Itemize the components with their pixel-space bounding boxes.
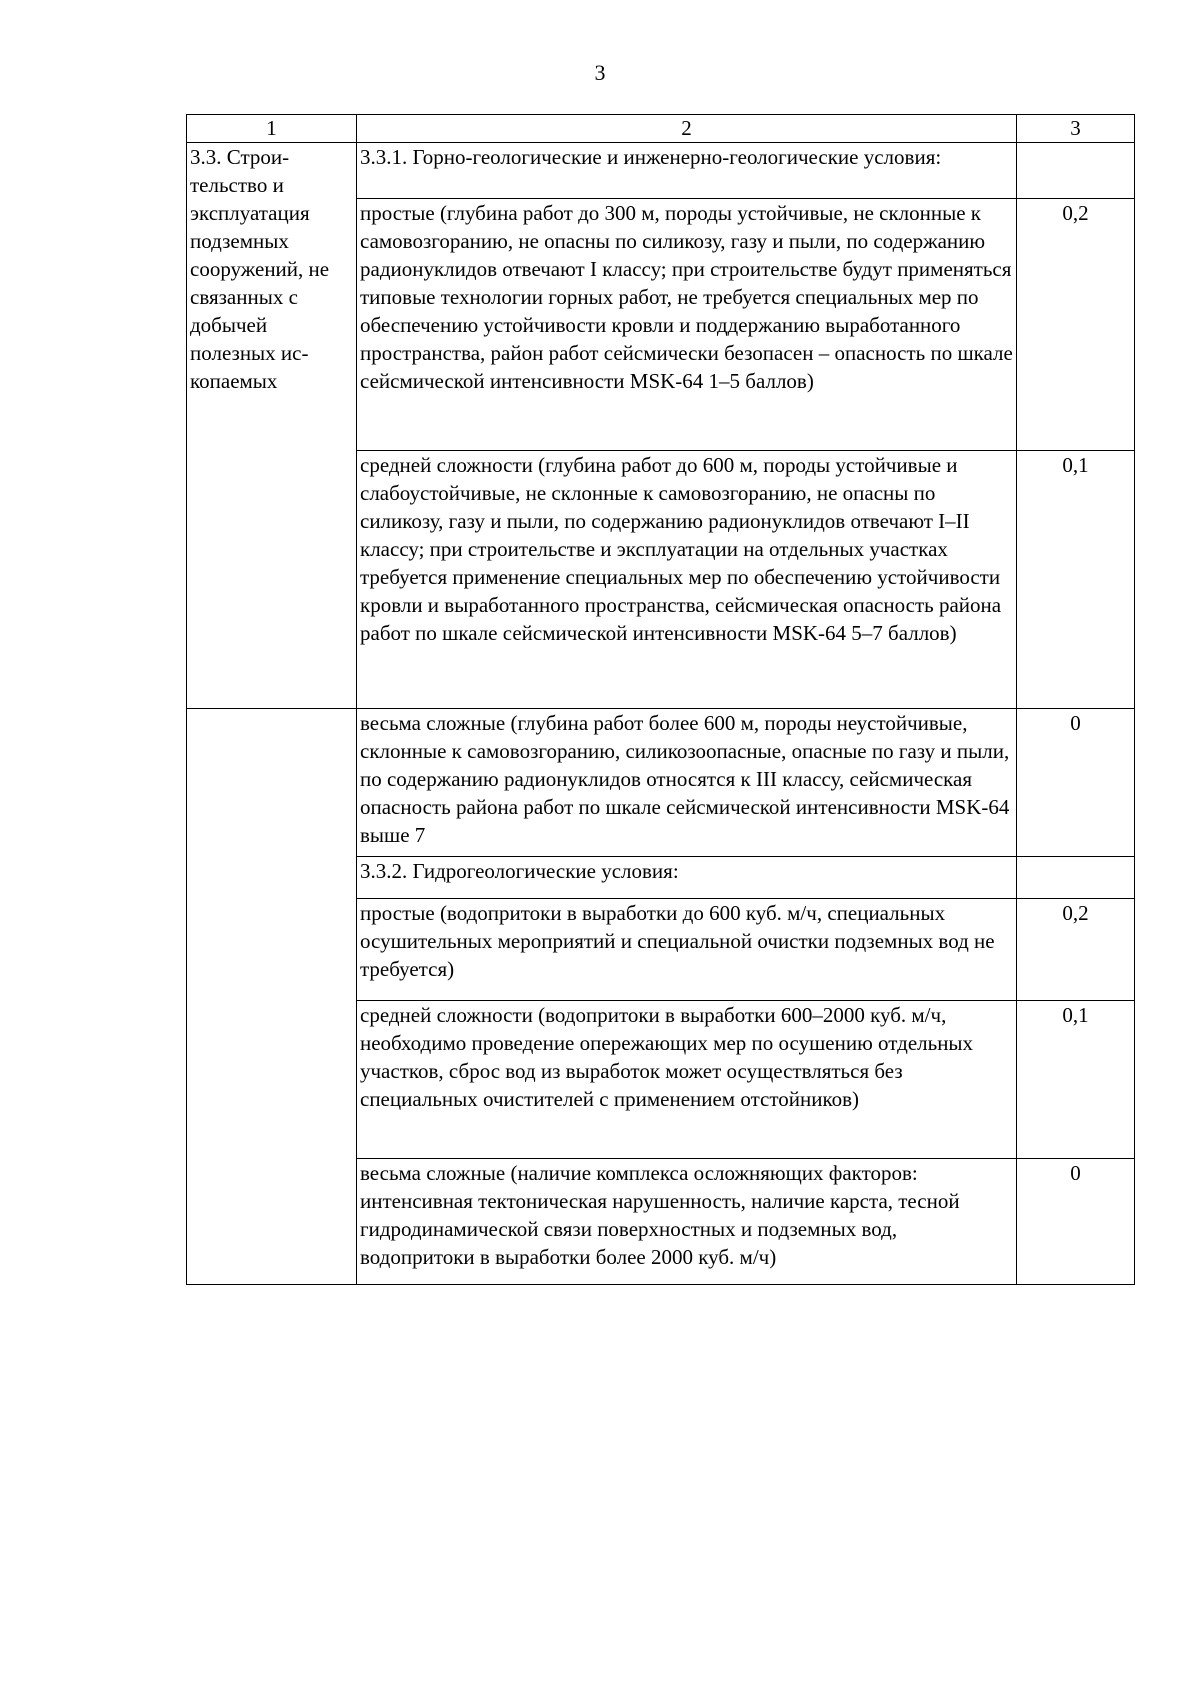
row-value: 0,1: [1017, 451, 1135, 709]
section-label-cell: [187, 143, 357, 709]
row-text: весьма сложные (наличие комплекса осложняющих факторов: интенсивная тектоническая нарушенность, наличие карста, тесной гидродинамической связи поверхностных и подземных вод, водопритоки в выработки более 2000 куб. м/ч): [357, 1159, 1017, 1285]
row-text: простые (глубина работ до 300 м, породы устойчивые, не склонные к самовозгоранию, не опасны по силикозу, газу и пыли, по содержанию радионуклидов отвечают I классу; при строительстве будут применяться типовые технологии горных работ, не требуется специальных мер по обеспечению устойчивости кровли и поддержанию выработанного пространства, район работ сейсмически безопасен – опасность по шкале сейсмической интенсивности MSK-64 1–5 баллов): [357, 199, 1017, 451]
table-row: [187, 143, 1135, 199]
row-text: средней сложности (глубина работ до 600 м, породы устойчивые и слабоустойчивые, не склонные к самовозгоранию, не опасны по силикозу, газу и пыли, по содержанию радионуклидов отвечают I–II классу; при строительстве и эксплуатации на отдельных участках требуется применение специальных мер по обеспечению устойчивости кровли и выработанного пространства, сейсмическая опасность района работ по шкале сейсмической интенсивности MSK-64 5–7 баллов): [357, 451, 1017, 709]
column-header: 2: [357, 115, 1017, 143]
column-header: 3: [1017, 115, 1135, 143]
column-header: 1: [187, 115, 357, 143]
criteria-table: [186, 114, 1135, 1285]
table-header-row: [187, 115, 1135, 143]
row-text: весьма сложные (глубина работ более 600 м, породы неустойчивые, склонные к самовозгоранию, силикозоопасные, опасные по газу и пыли, по содержанию радионуклидов относятся к III классу, сейсмическая опасность района работ по шкале сейсмической интенсивности MSK-64 выше 7: [357, 709, 1017, 857]
row-value: 0: [1017, 1159, 1135, 1285]
row-value: [1017, 143, 1135, 199]
row-value: 0: [1017, 709, 1135, 857]
row-text: 3.3.2. Гидрогеологические условия:: [357, 857, 1017, 899]
row-text: средней сложности (водопритоки в выработки 600–2000 куб. м/ч, необходимо проведение опережающих мер по осушению отдельных участков, сброс вод из выработок может осуществляться без специальных очистителей с применением отстойников): [357, 1001, 1017, 1159]
row-text: простые (водопритоки в выработки до 600 куб. м/ч, специальных осушительных мероприятий и специальной очистки подземных вод не требуется): [357, 899, 1017, 1001]
table-row: [187, 709, 1135, 857]
row-value: 0,2: [1017, 899, 1135, 1001]
row-text: 3.3.1. Горно-геологические и инженерно-геологические условия:: [357, 143, 1017, 199]
row-value: 0,1: [1017, 1001, 1135, 1159]
section-label: 3.3. Строи- тельство и эксплуатация подземных сооружений, не связанных с добычей полезных ис- копаемых: [190, 145, 330, 393]
row-value: 0,2: [1017, 199, 1135, 451]
row-value: [1017, 857, 1135, 899]
page-number: 3: [594, 60, 606, 85]
empty-section-cell: [187, 709, 357, 1285]
